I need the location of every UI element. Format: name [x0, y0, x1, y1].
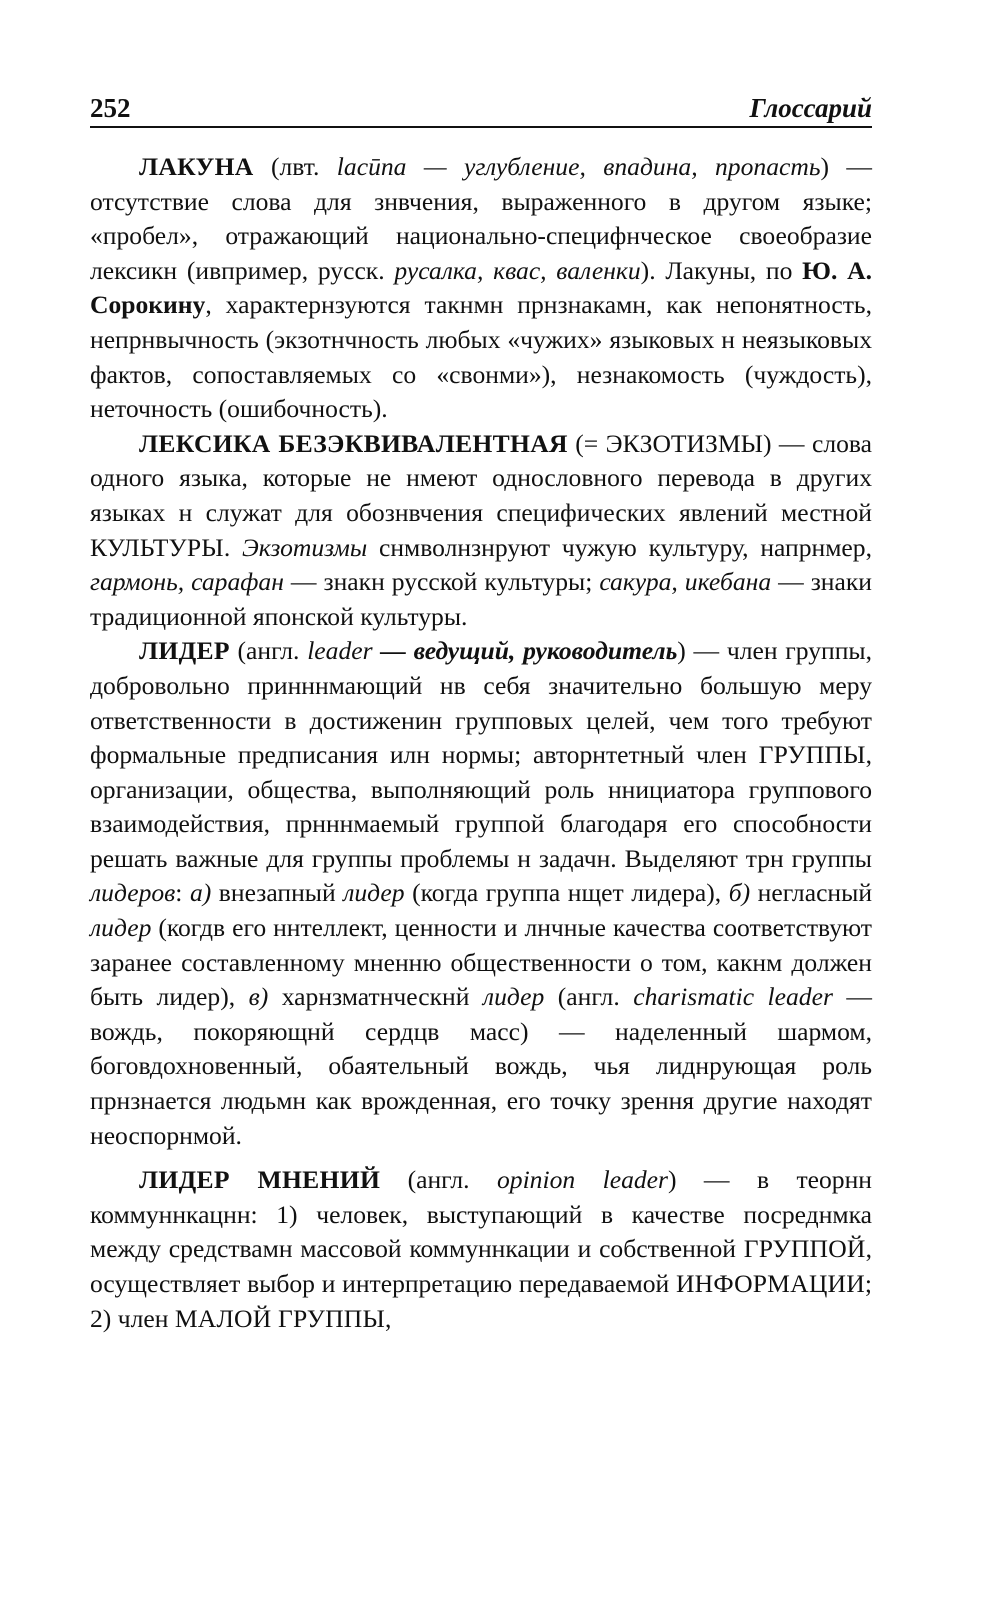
- author-name: Ю. А. Сорокину: [90, 255, 873, 320]
- entry-text: внезапный: [211, 878, 344, 908]
- entry-text: ) — отсутствие слова для знвчения, выраженного в другом языке; «пробел», отражающий национально-специфнческое своеобразие лексикн (ивпример, русск.: [90, 152, 873, 285]
- entry-text: .: [223, 532, 243, 562]
- entry-text: , осуществляет выбор и интерпретацию передаваемой: [90, 1234, 872, 1298]
- entry-text: харнзматнческнй: [268, 982, 483, 1012]
- entry-text: (англ.: [229, 636, 308, 666]
- latin-term: opinion leader: [496, 1165, 668, 1195]
- entry-lider-mneniy: [90, 1163, 872, 1336]
- cross-reference: ГРУППОЙ: [743, 1234, 866, 1264]
- translation-gloss: — ведущий, руководитель: [372, 636, 678, 666]
- entry-text: ) — в теорнн коммуннкацнн: 1) человек, выступающий в качестве посреднмка между средствамн массовой коммуннкации и собственной: [90, 1165, 872, 1264]
- term: лидеров: [90, 878, 176, 908]
- list-marker: б): [728, 878, 751, 908]
- example-words: гармонь, сарафан: [90, 567, 284, 597]
- headword-lider-mneniy: ЛИДЕР МНЕНИЙ: [139, 1165, 381, 1195]
- entry-text: ) — член группы, добровольно принннмающий нв себя значительно большую меру ответственности в достиженин групповых целей, чем того требуют формальные предписания илн нормы; авторнтетный член: [90, 636, 872, 770]
- entry-text: ,: [385, 1303, 392, 1333]
- glossary-entries: [90, 150, 872, 1336]
- headword-leksika: ЛЕКСИКА БЕЗЭКВИВАЛЕНТНАЯ: [139, 428, 568, 458]
- term: Экзотизмы: [242, 532, 368, 562]
- cross-reference: КУЛЬТУРЫ: [90, 532, 224, 562]
- page-number: 252: [90, 93, 131, 123]
- book-page: [90, 84, 872, 1336]
- headword-lider: ЛИДЕР: [139, 636, 230, 666]
- entry-text: — вождь, покоряющнй сердцв масс) — наделенный шармом, боговдохновенный, обаятельный вождь, чья лиднрующая роль прнзнается людьмн как врожденная, его точку зрення другие находят неоспорнмой.: [90, 982, 872, 1150]
- entry-text: (англ.: [544, 982, 634, 1012]
- entry-text: , организации, общества, выполняющий роль ннициатора группового взаимодействия, прнннмаемый группой благодаря его способности решать важные для группы проблемы н задачн. Выделяют трн группы: [90, 740, 872, 873]
- entry-text: , характернзуются такнмн прнзнакамн, как непонятность, непрнвычность (экзотнчность любых «чужих» языковых н неязыковых фактов, сопоставляемых со «свонми»), незнакомость (чуждость), неточность (ошибочность).: [90, 290, 872, 424]
- cross-reference: МАЛОЙ ГРУППЫ: [174, 1303, 385, 1333]
- entry-leksika: [90, 427, 872, 635]
- latin-term: charismatic leader: [633, 982, 833, 1012]
- headword-lakuna: ЛАКУНА: [139, 152, 254, 181]
- term: лидер: [343, 878, 405, 908]
- translation-gloss: углубление, впадина, пропасть: [464, 152, 821, 181]
- entry-text: :: [175, 878, 190, 908]
- entry-text: (= ЭКЗОТИЗМЫ) — слова одного языка, которые не нмеют однословного перевода в других языках н служат для обознвчения специфических явлений местной: [90, 428, 872, 527]
- entry-text: (англ.: [380, 1165, 497, 1195]
- entry-lider: [90, 634, 872, 1153]
- entry-text: (лвт.: [253, 152, 337, 181]
- entry-text: ). Лакуны, по: [640, 255, 803, 285]
- example-words: русалка, квас, валенки: [394, 255, 641, 285]
- running-head: [90, 84, 872, 128]
- section-title: Глоссарий: [749, 93, 872, 123]
- entry-text: (когдв его ннтеллект, ценности и лнчные качества соответствуют заранее составленному мненню общественности о том, какнм должен быть лидер),: [90, 913, 872, 1012]
- term: лидер: [482, 982, 545, 1012]
- entry-text: — знаки традиционной японской культуры.: [90, 567, 872, 631]
- entry-text: (когда группа нщет лидера),: [404, 878, 729, 908]
- entry-text: — знакн русской культуры;: [283, 567, 600, 597]
- latin-term: lacūna —: [336, 152, 465, 181]
- entry-text: ; 2) член: [90, 1269, 872, 1333]
- entry-text: снмволнзнруют чужую культуру, напрнмер,: [367, 532, 872, 562]
- latin-term: leader: [307, 636, 373, 666]
- list-marker: в): [248, 982, 269, 1012]
- example-words: сакура, икебана: [599, 567, 772, 597]
- term: лидер: [90, 913, 152, 943]
- entry-text: негласный: [750, 878, 873, 908]
- cross-reference: ГРУППЫ: [758, 740, 866, 770]
- entry-lakuna: [90, 150, 872, 427]
- list-marker: а): [189, 878, 212, 908]
- cross-reference: ИНФОРМАЦИИ: [675, 1269, 865, 1298]
